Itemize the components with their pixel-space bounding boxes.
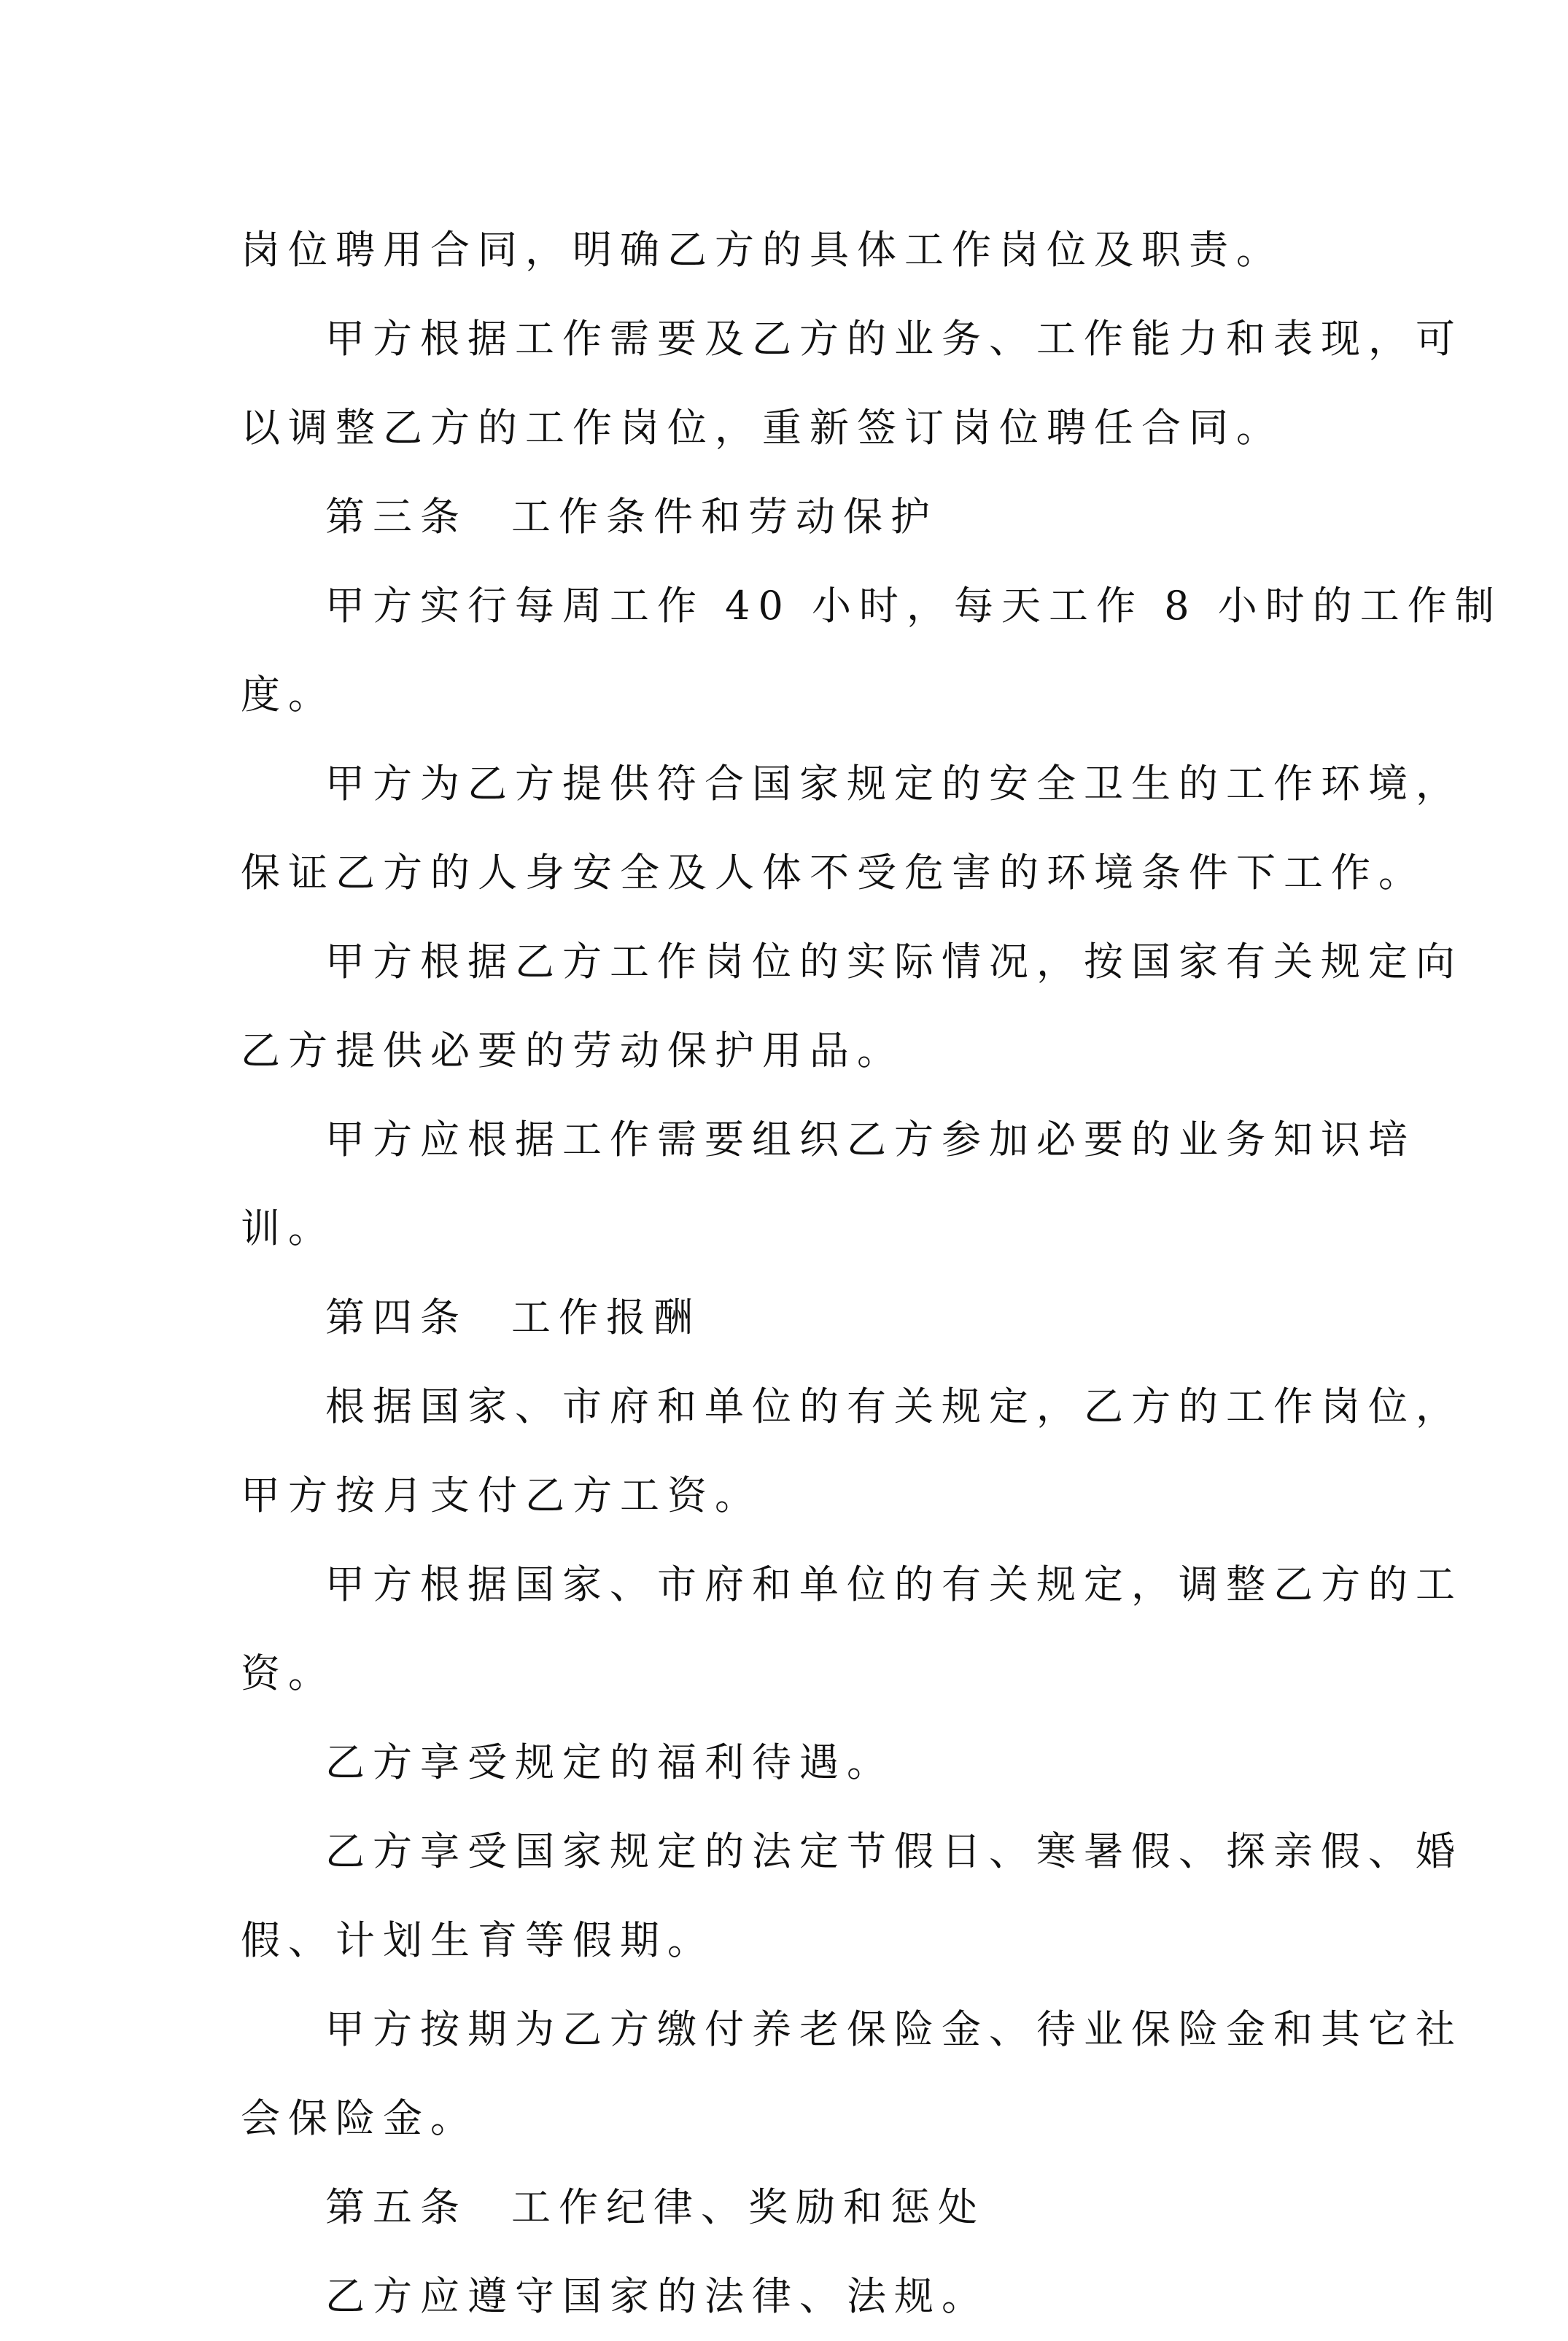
document-body (241, 206, 1502, 2341)
article-number: 第五条 (325, 2184, 467, 2230)
text-line: 甲方根据国家、市府和单位的有关规定，调整乙方的工 (325, 1561, 1463, 1607)
article-title: 工作条件和劳动保护 (511, 494, 938, 540)
paragraph-salary-adjustment (241, 1540, 1463, 1718)
text-line: 保证乙方的人身安全及人体不受危害的环境条件下工作。 (241, 850, 1426, 896)
text-line: 甲方根据乙方工作岗位的实际情况，按国家有关规定向 (325, 939, 1463, 985)
paragraph-holidays (241, 1807, 1463, 1985)
paragraph-social-insurance (241, 1985, 1463, 2163)
article-heading-4 (241, 1273, 1357, 1362)
text-line: 甲方应根据工作需要组织乙方参加必要的业务知识培 (325, 1117, 1416, 1162)
text-line: 资。 (241, 1650, 335, 1696)
text-line: 会保险金。 (241, 2095, 478, 2141)
paragraph-work-hours (241, 562, 1502, 739)
text-line: 以调整乙方的工作岗位，重新签订岗位聘任合同。 (241, 405, 1284, 451)
text-line: 甲方根据工作需要及乙方的业务、工作能力和表现，可 (325, 316, 1463, 362)
article-heading-5 (241, 2163, 1357, 2252)
article-heading-3 (241, 473, 1357, 562)
text-line: 度。 (241, 672, 335, 718)
text-line: 甲方按期为乙方缴付养老保险金、待业保险金和其它社 (325, 2006, 1463, 2052)
article-number: 第三条 (325, 494, 467, 540)
paragraph-obey-laws (241, 2252, 1357, 2341)
article-title: 工作纪律、奖励和惩处 (511, 2184, 985, 2230)
text-line: 岗位聘用合同，明确乙方的具体工作岗位及职责。 (241, 227, 1284, 273)
paragraph-work-environment (241, 739, 1463, 917)
text-line: 乙方享受规定的福利待遇。 (325, 1739, 894, 1785)
text-line: 乙方提供必要的劳动保护用品。 (241, 1028, 904, 1074)
text-line: 乙方享受国家规定的法定节假日、寒暑假、探亲假、婚 (325, 1828, 1463, 1874)
text-line: 训。 (241, 1206, 335, 1251)
text-line: 根据国家、市府和单位的有关规定，乙方的工作岗位， (325, 1383, 1463, 1429)
text-line: 甲方为乙方提供符合国家规定的安全卫生的工作环境， (325, 761, 1463, 807)
text-line: 乙方应遵守国家的法律、法规。 (325, 2273, 989, 2319)
text-line: 甲方实行每周工作 40 小时，每天工作 8 小时的工作制 (325, 583, 1502, 629)
article-title: 工作报酬 (511, 1294, 701, 1340)
article-number: 第四条 (325, 1294, 467, 1340)
paragraph-continuation (241, 206, 1357, 295)
text-line: 假、计划生育等假期。 (241, 1917, 715, 1963)
paragraph-monthly-salary (241, 1362, 1463, 1540)
paragraph-benefits (241, 1718, 1357, 1807)
text-line: 甲方按月支付乙方工资。 (241, 1472, 762, 1518)
paragraph-protective-equipment (241, 917, 1463, 1095)
paragraph-position-adjustment (241, 295, 1463, 473)
paragraph-training (241, 1095, 1416, 1273)
